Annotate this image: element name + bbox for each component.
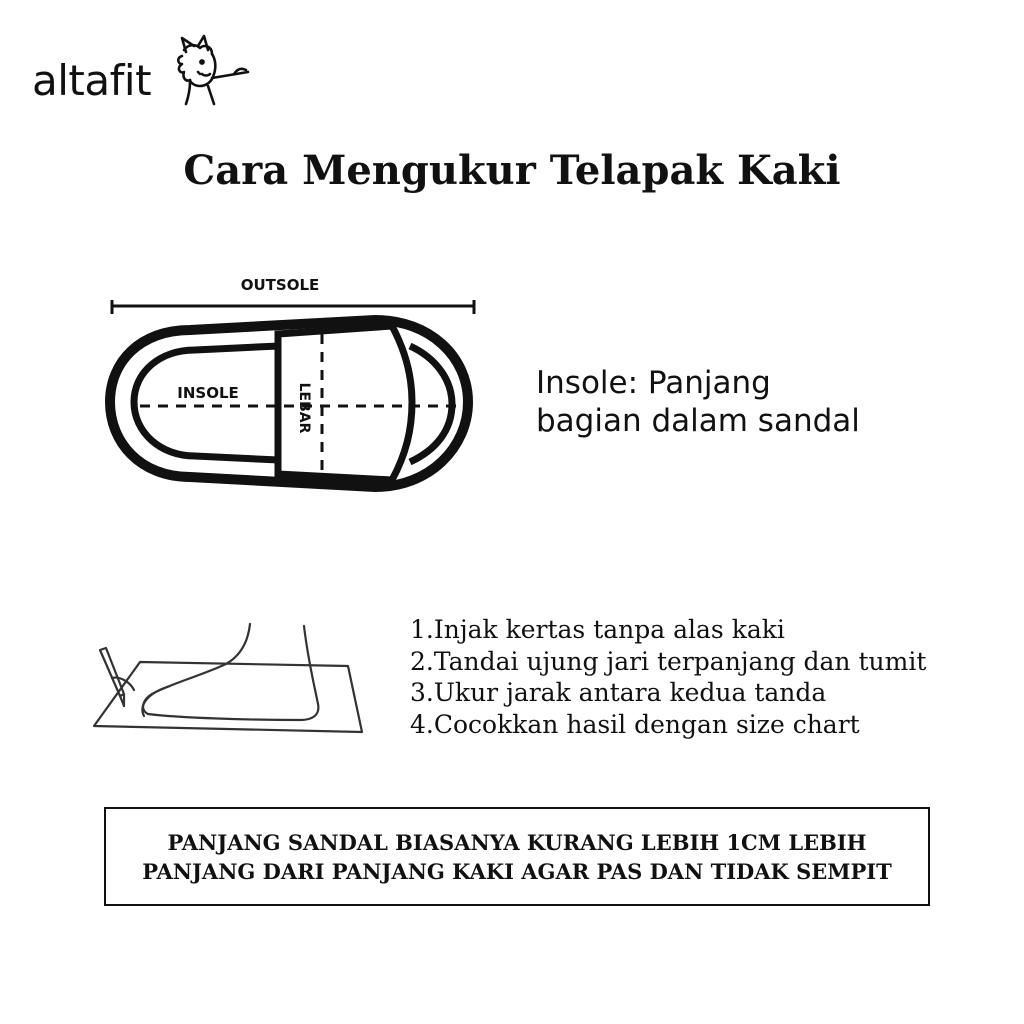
step-item xyxy=(410,709,926,741)
insole-description-line2: bagian dalam sandal xyxy=(536,403,860,439)
insole-description-line1: Insole: Panjang xyxy=(536,365,771,401)
page-title: Cara Mengukur Telapak Kaki xyxy=(183,147,841,194)
step-number: 3. xyxy=(410,678,434,707)
size-note-box xyxy=(104,807,930,906)
step-number: 4. xyxy=(410,709,434,739)
insole-outline xyxy=(134,346,278,460)
llama-icon xyxy=(172,34,252,106)
brand-logo xyxy=(32,32,272,112)
step-item xyxy=(410,646,926,678)
sandal-diagram xyxy=(100,262,490,502)
paper-sheet xyxy=(94,662,362,732)
foot-tracing-illustration xyxy=(90,620,375,745)
brand-name: altafit xyxy=(32,56,152,105)
size-note-line1: PANJANG SANDAL BIASANYA KURANG LEBIH 1CM LEBIH xyxy=(167,829,867,855)
insole-label: INSOLE xyxy=(177,384,239,402)
step-text: Tandai ujung jari terpanjang dan tumit xyxy=(433,646,927,676)
step-text: Ukur jarak antara kedua tanda xyxy=(433,678,827,707)
foot-outline xyxy=(143,624,318,720)
outsole-label: OUTSOLE xyxy=(240,276,320,294)
step-number: 2. xyxy=(410,646,434,676)
step-item xyxy=(410,677,926,709)
width-label: LEBAR xyxy=(296,382,312,434)
measurement-steps xyxy=(410,614,926,740)
size-note xyxy=(142,828,892,886)
step-text: Cocokkan hasil dengan size chart xyxy=(433,709,860,739)
step-number: 1. xyxy=(410,615,434,644)
step-text: Injak kertas tanpa alas kaki xyxy=(433,615,785,644)
outsole-bracket xyxy=(112,300,474,314)
toe-outline xyxy=(410,346,452,462)
insole-description xyxy=(536,364,976,440)
size-note-line2: PANJANG DARI PANJANG KAKI AGAR PAS DAN TIDAK SEMPIT xyxy=(142,858,892,884)
step-item xyxy=(410,614,926,646)
